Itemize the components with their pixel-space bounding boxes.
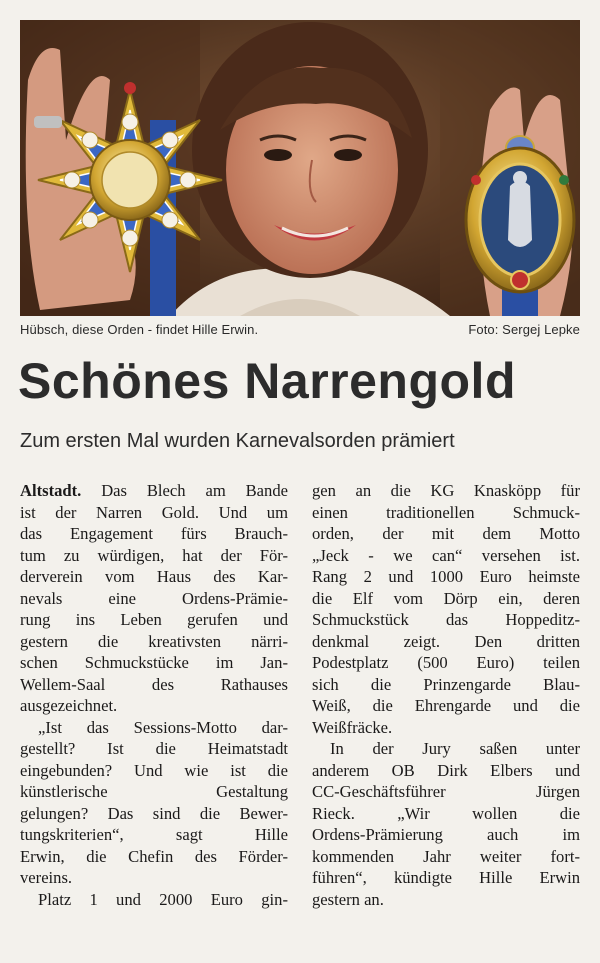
article-column-left (20, 480, 288, 910)
article-column-right (312, 480, 580, 910)
body-line: Platz 1 und 2000 Euro gin- (38, 889, 288, 909)
body-line: gelungen? Das sind die Bewer- (20, 803, 288, 823)
subheadline: Zum ersten Mal wurden Karnevalsorden prämiert (20, 430, 455, 452)
dateline: Altstadt. (20, 481, 82, 500)
body-line: eingebunden? Und wie ist die (20, 760, 288, 780)
body-line: Rieck. „Wir wollen die (312, 803, 580, 823)
body-line: ist der Narren Gold. Und um (20, 502, 288, 522)
body-line: gen an die KG Knasköpp für (312, 481, 580, 500)
body-line: die Elf vom Dörp ein, deren (312, 588, 580, 608)
body-line: künstlerische Gestaltung (20, 782, 288, 801)
body-line: sich die Prinzengarde Blau- (312, 674, 580, 694)
body-line: CC-Geschäftsführer Jürgen (312, 782, 580, 801)
body-line: Weißfräcke. (312, 717, 393, 737)
body-line: Erwin, die Chefin des Förder- (20, 846, 288, 866)
body-line: anderem OB Dirk Elbers und (312, 760, 580, 780)
headline: Schönes Narrengold (18, 353, 516, 409)
body-line: derverein vom Haus des Kar- (20, 567, 288, 586)
body-line: schen Schmuckstücke im Jan- (20, 653, 288, 672)
body-line: rung ins Leben gerufen und (20, 610, 288, 629)
body-line: gestellt? Ist die Heimatstadt (20, 739, 288, 758)
photo-woman-holding-medals-icon (20, 20, 580, 316)
body-line: das Engagement fürs Brauch- (20, 524, 288, 543)
body-line: ausgezeichnet. (20, 696, 118, 715)
body-line: „Jeck - we can“ versehen ist. (312, 545, 580, 565)
body-line: gestern an. (312, 889, 384, 909)
body-line: Altstadt. Das Blech am Bande (20, 481, 288, 500)
body-line: einen traditionellen Schmuck- (312, 502, 580, 522)
photo-credit: Foto: Sergej Lepke (468, 322, 580, 337)
body-line: vereins. (20, 868, 73, 887)
body-line: Rang 2 und 1000 Euro heimste (312, 567, 580, 586)
article-photo (20, 20, 580, 316)
body-line: Wellem-Saal des Rathauses (20, 674, 288, 694)
body-line: Weiß, die Ehrengarde und die (312, 696, 580, 715)
body-line: tungskriterien“, sagt Hille (20, 825, 288, 844)
body-line: In der Jury saßen unter (330, 739, 580, 758)
photo-caption-row (20, 322, 580, 337)
body-line: führen“, kündigte Hille Erwin (312, 868, 580, 887)
body-line: Podestplatz (500 Euro) teilen (312, 653, 580, 672)
body-line: Ordens-Prämierung auch im (312, 825, 580, 844)
body-line: orden, der mit dem Motto (312, 524, 580, 543)
body-line: nevals eine Ordens-Prämie- (20, 588, 288, 608)
body-line: tum zu würdigen, hat der För- (20, 545, 288, 565)
photo-caption: Hübsch, diese Orden - findet Hille Erwin. (20, 322, 259, 337)
body-line: Schmuckstück das Hoppeditz- (312, 610, 580, 629)
body-line: gestern die kreativsten närri- (20, 631, 288, 651)
body-line: „Ist das Sessions-Motto dar- (38, 717, 288, 737)
body-line: denkmal zeigt. Den dritten (312, 631, 580, 651)
body-line: kommenden Jahr weiter fort- (312, 846, 580, 866)
